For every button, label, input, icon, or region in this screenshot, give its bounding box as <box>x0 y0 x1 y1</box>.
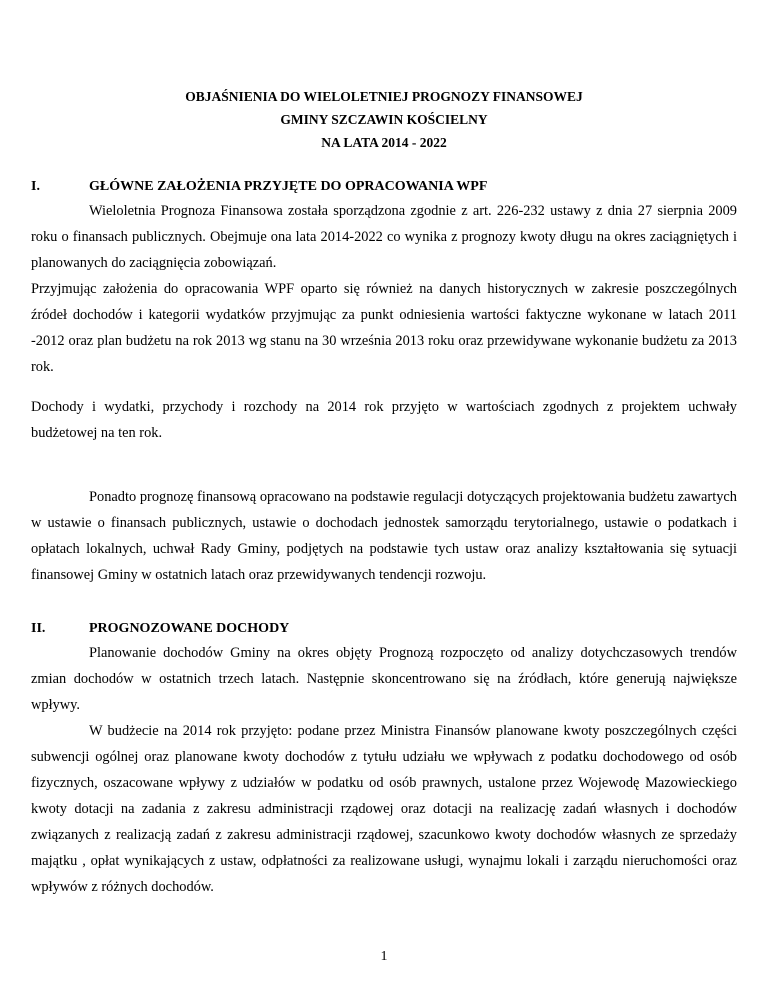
section-1-number: I. <box>31 179 40 194</box>
section-1-heading <box>31 178 487 196</box>
section-2-title: PROGNOZOWANE DOCHODY <box>89 621 290 636</box>
page-number: 1 <box>380 949 388 964</box>
section-1-paragraph-2: Przyjmując założenia do opracowania WPF oparto się również na danych historycznych w zakresie poszczególnych źródeł dochodów i kategorii wydatków przyjmując za punkt odniesienia wartości faktyczne wykonane w latach 2011 -2012 oraz plan budżetu na rok 2013 wg stanu na 30 września 2013 roku oraz przewidywane wykonanie budżetu za 2013 rok. <box>31 281 737 375</box>
section-1-title: GŁÓWNE ZAŁOŻENIA PRZYJĘTE DO OPRACOWANIA WPF <box>89 179 488 194</box>
section-2-number: II. <box>31 621 46 636</box>
document-title-line-3: NA LATA 2014 - 2022 <box>321 135 447 150</box>
section-1-paragraph-1: Wieloletnia Prognoza Finansowa została sporządzona zgodnie z art. 226-232 ustawy z dnia 27 sierpnia 2009 roku o finansach publicznych. Obejmuje ona lata 2014-2022 co wynika z prognozy kwoty długu na okres zaciągniętych i planowanych do zaciągnięcia zobowiązań. <box>31 203 737 271</box>
section-1-paragraph-3: Dochody i wydatki, przychody i rozchody na 2014 rok przyjęto w wartościach zgodnych z projektem uchwały budżetowej na ten rok. <box>31 399 737 441</box>
section-1-paragraph-4: Ponadto prognozę finansową opracowano na podstawie regulacji dotyczących projektowania budżetu zawartych w ustawie o finansach publicznych, ustawie o dochodach jednostek samorządu terytorialnego, ustawie o podatkach i opłatach lokalnych, uchwał Rady Gminy, podjętych na podstawie tych ustaw oraz analizy kształtowania się sytuacji finansowej Gminy w ostatnich latach oraz przewidywanych tendencji rozwoju. <box>31 489 737 583</box>
section-2-paragraph-2: W budżecie na 2014 rok przyjęto: podane przez Ministra Finansów planowane kwoty poszczególnych części subwencji ogólnej oraz planowane kwoty dochodów z tytułu udziału we wpływach z podatku dochodowego od osób fizycznych, oszacowane wpływy z udziałów w podatku od osób prawnych, ustalone przez Wojewodę Mazowieckiego kwoty dotacji na zadania z zakresu administracji rządowej oraz dotacji na realizację zadań własnych i dochodów związanych z realizacją zadań z zakresu administracji rządowej, szacunkowo kwoty dochodów własnych ze sprzedaży majątku , opłat wynikających z ustaw, odpłatności za realizowane usługi, wynajmu lokali i zarządu nieruchomości oraz wpływów z różnych dochodów. <box>31 723 737 895</box>
section-2-paragraph-1: Planowanie dochodów Gminy na okres objęty Prognozą rozpoczęto od analizy dotychczasowych trendów zmian dochodów w ostatnich trzech latach. Następnie skoncentrowano się na źródłach, które generują największe wpływy. <box>31 645 737 713</box>
document-title-line-1: OBJAŚNIENIA DO WIELOLETNIEJ PROGNOZY FINANSOWEJ <box>185 89 583 104</box>
section-2-heading <box>31 620 289 638</box>
document-title-line-2: GMINY SZCZAWIN KOŚCIELNY <box>280 112 488 127</box>
